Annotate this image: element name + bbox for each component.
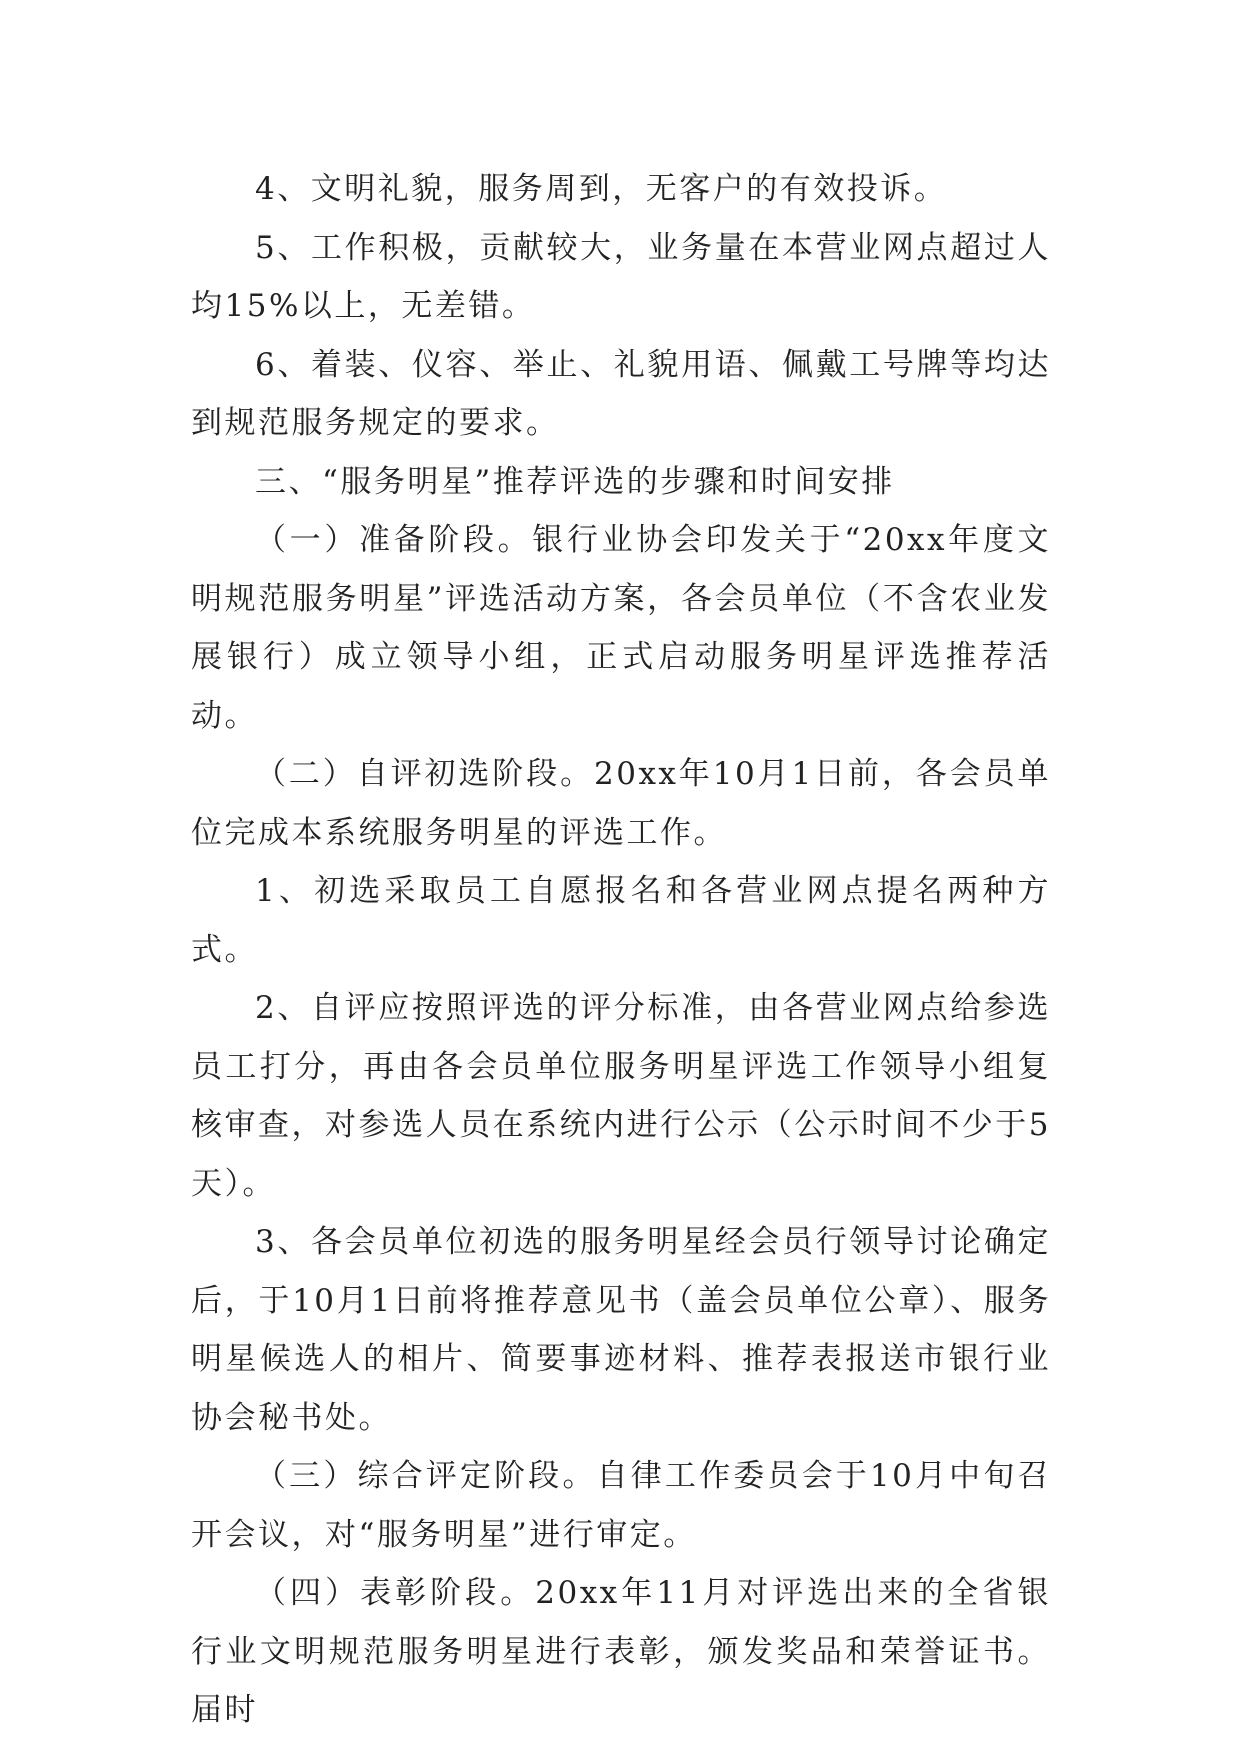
paragraph-stage-1: （一）准备阶段。银行业协会印发关于“20xx年度文明规范服务明星”评选活动方案，各会员单位（不含农业发展银行）成立领导小组，正式启动服务明星评选推荐活动。 <box>191 522 1051 734</box>
paragraph-stage-2: （二）自评初选阶段。20xx年10月1日前，各会员单位完成本系统服务明星的评选工作。 <box>191 756 1051 851</box>
document-body <box>191 160 1051 1740</box>
paragraph-item-4: 4、文明礼貌，服务周到，无客户的有效投诉。 <box>255 171 948 207</box>
section-heading-3: 三、“服务明星”推荐评选的步骤和时间安排 <box>255 463 895 500</box>
paragraph-stage-4: （四）表彰阶段。20xx年11月对评选出来的全省银行业文明规范服务明星进行表彰，颁发奖品和荣誉证书。届时 <box>191 1575 1051 1728</box>
paragraph-sub-1: 1、初选采取员工自愿报名和各营业网点提名两种方式。 <box>191 873 1051 968</box>
paragraph-item-5: 5、工作积极，贡献较大，业务量在本营业网点超过人均15%以上，无差错。 <box>191 229 1051 324</box>
paragraph-sub-2: 2、自评应按照评选的评分标准，由各营业网点给参选员工打分，再由各会员单位服务明星评选工作领导小组复核审查，对参选人员在系统内进行公示（公示时间不少于5天）。 <box>191 990 1051 1202</box>
paragraph-stage-3: （三）综合评定阶段。自律工作委员会于10月中旬召开会议，对“服务明星”进行审定。 <box>191 1458 1051 1553</box>
paragraph-sub-3: 3、各会员单位初选的服务明星经会员行领导讨论确定后，于10月1日前将推荐意见书（盖会员单位公章）、服务明星候选人的相片、简要事迹材料、推荐表报送市银行业协会秘书处。 <box>191 1224 1051 1436</box>
paragraph-item-6: 6、着装、仪容、举止、礼貌用语、佩戴工号牌等均达到规范服务规定的要求。 <box>191 346 1051 441</box>
